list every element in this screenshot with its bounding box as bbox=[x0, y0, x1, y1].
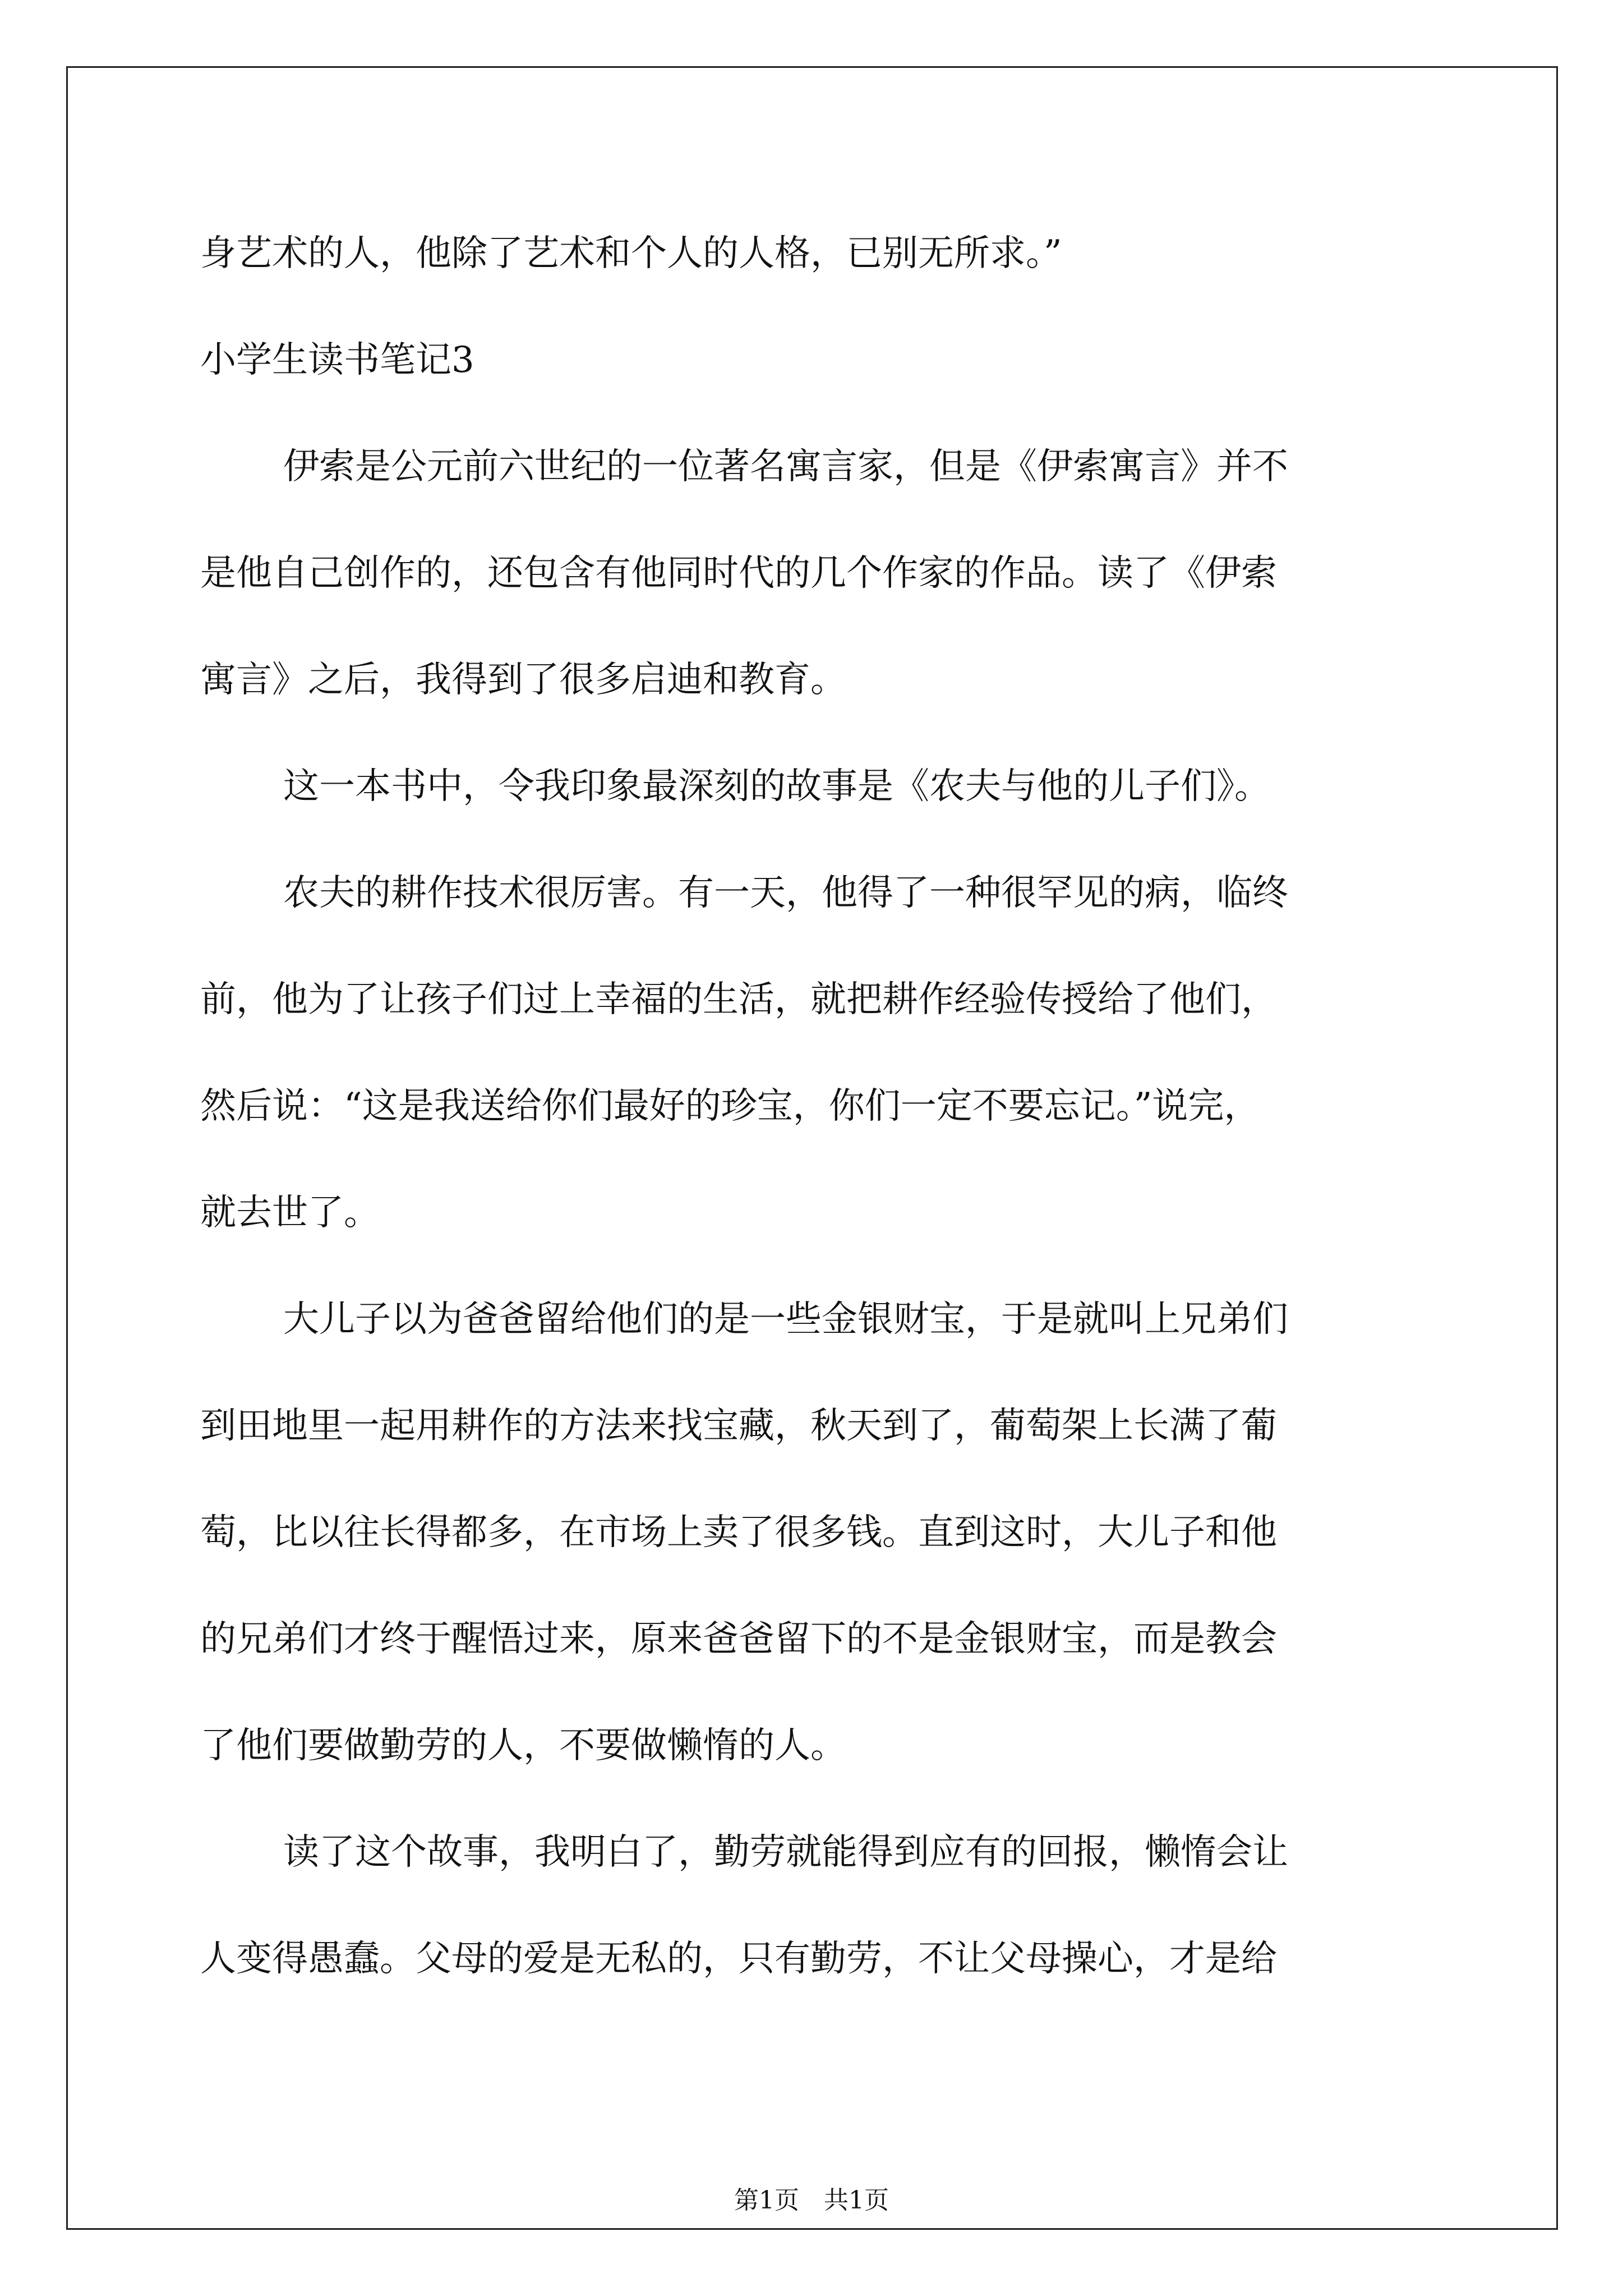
text-line-17: 人变得愚蠢。父母的爱是无私的，只有勤劳，不让父母操心，才是给 bbox=[200, 1938, 1277, 1980]
text-line-5: 寓言》之后，我得到了很多启迪和教育。 bbox=[200, 659, 846, 701]
text-line-7: 农夫的耕作技术很厉害。有一天，他得了一种很罕见的病，临终 bbox=[283, 872, 1288, 914]
text-line-4: 是他自己创作的，还包含有他同时代的几个作家的作品。读了《伊索 bbox=[200, 553, 1277, 594]
text-line-13: 萄，比以往长得都多，在市场上卖了很多钱。直到这时，大儿子和他 bbox=[200, 1512, 1277, 1553]
text-line-14: 的兄弟们才终于醒悟过来，原来爸爸留下的不是金银财宝，而是教会 bbox=[200, 1618, 1277, 1660]
text-line-3: 伊索是公元前六世纪的一位著名寓言家，但是《伊索寓言》并不 bbox=[283, 446, 1288, 487]
text-line-10: 就去世了。 bbox=[200, 1192, 380, 1234]
text-line-16: 读了这个故事，我明白了，勤劳就能得到应有的回报，懒惰会让 bbox=[283, 1832, 1288, 1873]
text-line-8: 前，他为了让孩子们过上幸福的生活，就把耕作经验传授给了他们， bbox=[200, 979, 1277, 1020]
text-line-12: 到田地里一起用耕作的方法来找宝藏，秋天到了，葡萄架上长满了葡 bbox=[200, 1405, 1277, 1447]
text-line-1: 身艺术的人，他除了艺术和个人的人格，已别无所求。” bbox=[200, 233, 1062, 274]
text-line-6: 这一本书中，令我印象最深刻的故事是《农夫与他的儿子们》。 bbox=[283, 766, 1270, 807]
text-line-15: 了他们要做勤劳的人，不要做懒惰的人。 bbox=[200, 1725, 846, 1766]
text-line-9: 然后说：“这是我送给你们最好的珍宝，你们一定不要忘记。”说完， bbox=[200, 1085, 1260, 1127]
section-heading: 小学生读书笔记3 bbox=[200, 339, 474, 381]
page-border bbox=[66, 66, 1558, 2230]
page-footer: 第1页 共1页 bbox=[734, 2186, 889, 2215]
text-line-11: 大儿子以为爸爸留给他们的是一些金银财宝，于是就叫上兄弟们 bbox=[283, 1299, 1288, 1340]
